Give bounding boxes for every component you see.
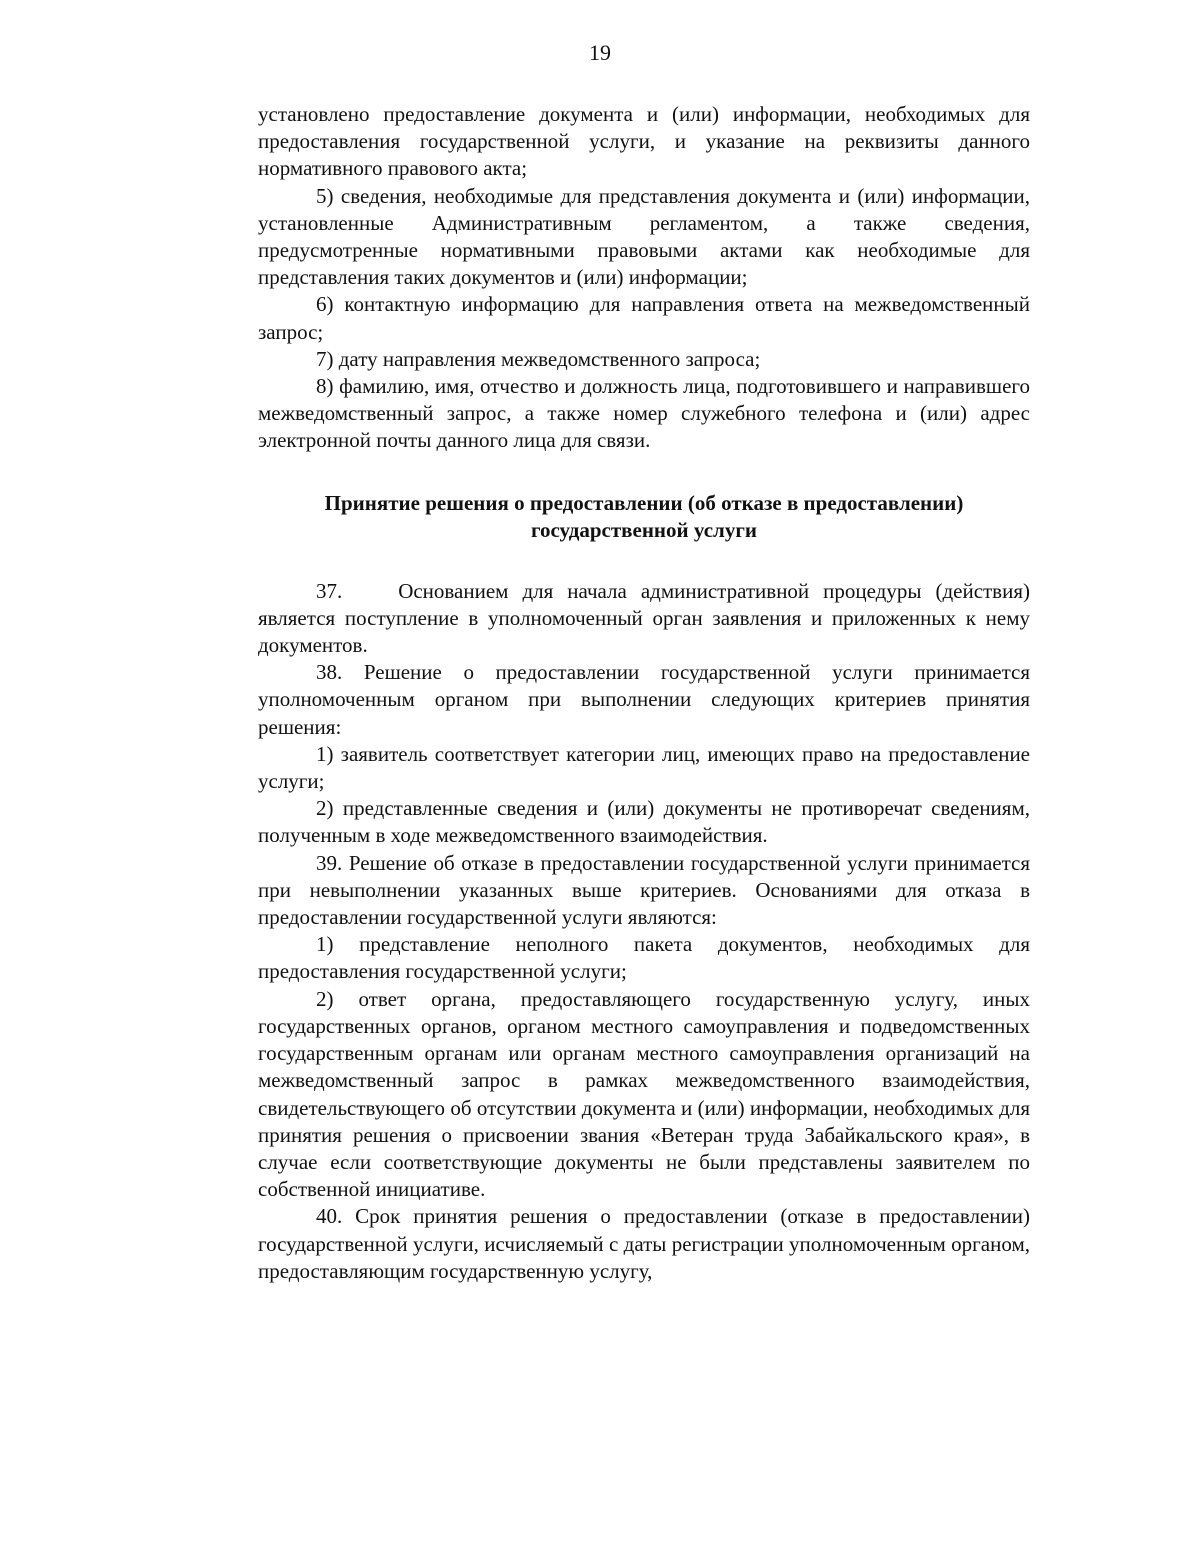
- paragraph: 37. Основанием для начала административной процедуры (действия) является поступление в уполномоченный орган заявления и приложенных к нему документов.: [258, 578, 1036, 658]
- paragraph: 40. Срок принятия решения о предоставлении (отказе в предоставлении) государственной услуги, исчисляемый с даты регистрации уполномоченным органом, предоставляющим государственную услугу,: [258, 1204, 1030, 1283]
- paragraph: 2) представленные сведения и (или) документы не противоречат сведениям, полученным в ходе межведомственного взаимодействия.: [258, 796, 1030, 848]
- paragraph: 1) заявитель соответствует категории лиц, имеющих право на предоставление услуги;: [258, 741, 1030, 794]
- paragraph: 2) ответ органа, предоставляющего государственную услугу, иных государственных органов, органом местного самоуправления и подведомственных государственным органам или органам местного самоуправления организаций на межведомственный запрос в рамках межведомственного взаимодействия, свидетельствующего об отсутствии документа и (или) информации, необходимых для принятия решения о присвоении звания «Ветеран труда Забайкальского края», в случае если соответствующие документы не были представлены заявителем по собственной инициативе.: [258, 986, 1030, 1202]
- section-heading-line: государственной услуги: [531, 518, 757, 543]
- section-heading-line: Принятие решения о предоставлении (об отказе в предоставлении): [324, 490, 964, 515]
- paragraph: 5) сведения, необходимые для представления документа и (или) информации, установленные Административным регламентом, а также сведения, предусмотренные нормативными правовыми актами как необходимые для представления таких документов и (или) информации;: [258, 183, 1030, 290]
- page-number: 19: [589, 40, 611, 65]
- paragraph: 8) фамилию, имя, отчество и должность лица, подготовившего и направившего межведомственный запрос, а также номер служебного телефона и (или) адрес электронной почты данного лица для связи.: [258, 374, 1030, 453]
- paragraph: 7) дату направления межведомственного запроса;: [316, 346, 761, 371]
- paragraph: 6) контактную информацию для направления ответа на межведомственный запрос;: [258, 292, 1030, 344]
- document-body: [258, 101, 1036, 1285]
- section-heading: [258, 490, 1030, 545]
- paragraph: 39. Решение об отказе в предоставлении государственной услуги принимается при невыполнении указанных выше критериев. Основаниями для отказа в предоставлении государственной услуги являются:: [258, 850, 1030, 930]
- paragraph: установлено предоставление документа и (или) информации, необходимых для предоставления государственной услуги, и указание на реквизиты данного нормативного правового акта;: [258, 102, 1030, 181]
- paragraph: 1) представление неполного пакета документов, необходимых для предоставления государственной услуги;: [258, 932, 1030, 984]
- paragraph: 38. Решение о предоставлении государственной услуги принимается уполномоченным органом при выполнении следующих критериев принятия решения:: [258, 660, 1030, 739]
